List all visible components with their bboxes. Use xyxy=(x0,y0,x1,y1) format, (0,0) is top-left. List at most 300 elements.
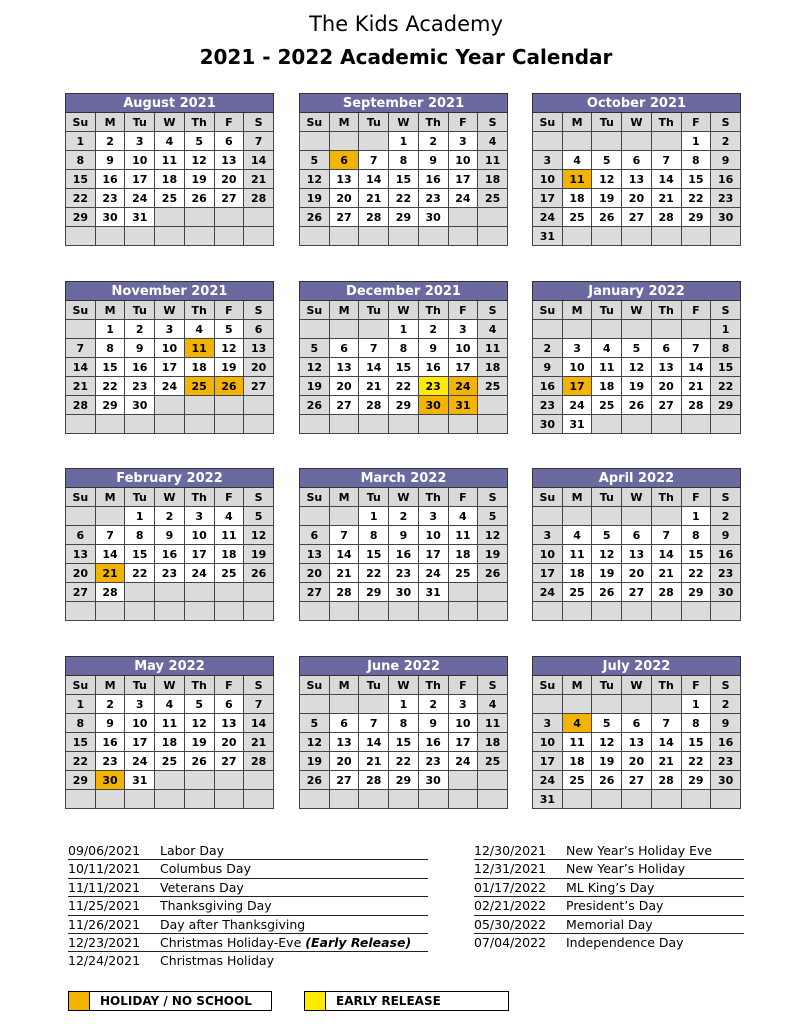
day-cell: 17 xyxy=(562,377,592,396)
day-cell: 25 xyxy=(155,189,185,208)
empty-day-cell xyxy=(244,583,274,602)
weekday-header: M xyxy=(329,301,359,320)
day-cell: 25 xyxy=(448,564,478,583)
weekday-header: F xyxy=(681,113,711,132)
weekday-header: W xyxy=(389,676,419,695)
day-cell: 10 xyxy=(184,526,214,545)
day-cell: 23 xyxy=(155,564,185,583)
weekday-header: Th xyxy=(184,301,214,320)
day-cell: 8 xyxy=(359,526,389,545)
weekday-header: S xyxy=(711,488,741,507)
event-row xyxy=(474,879,744,897)
day-cell: 15 xyxy=(66,733,96,752)
day-cell: 23 xyxy=(711,752,741,771)
event-row xyxy=(68,934,428,952)
empty-day-cell xyxy=(592,415,622,434)
day-cell: 16 xyxy=(418,170,448,189)
day-cell: 24 xyxy=(125,189,155,208)
day-cell: 22 xyxy=(681,752,711,771)
day-cell: 2 xyxy=(711,695,741,714)
day-cell: 21 xyxy=(66,377,96,396)
weekday-header: W xyxy=(389,301,419,320)
day-cell: 10 xyxy=(448,151,478,170)
day-cell: 20 xyxy=(66,564,96,583)
empty-day-cell xyxy=(300,415,330,434)
empty-day-cell xyxy=(651,415,681,434)
weekday-header: M xyxy=(95,676,125,695)
day-cell: 17 xyxy=(125,170,155,189)
weekday-header: F xyxy=(681,488,711,507)
empty-day-cell xyxy=(478,602,508,621)
day-cell: 16 xyxy=(711,733,741,752)
day-cell: 7 xyxy=(651,151,681,170)
day-cell: 7 xyxy=(359,714,389,733)
empty-day-cell xyxy=(562,320,592,339)
day-cell: 1 xyxy=(681,507,711,526)
empty-day-cell xyxy=(95,790,125,809)
day-cell: 30 xyxy=(418,208,448,227)
day-cell: 25 xyxy=(478,189,508,208)
empty-day-cell xyxy=(214,208,244,227)
event-row xyxy=(474,934,744,951)
weekday-header: S xyxy=(711,676,741,695)
day-cell: 2 xyxy=(533,339,563,358)
weekday-header: M xyxy=(562,113,592,132)
month-calendar xyxy=(299,468,508,621)
day-cell: 27 xyxy=(329,396,359,415)
day-cell: 26 xyxy=(300,208,330,227)
empty-day-cell xyxy=(244,396,274,415)
weekday-header: F xyxy=(448,676,478,695)
empty-day-cell xyxy=(329,415,359,434)
day-cell: 13 xyxy=(329,733,359,752)
day-cell: 11 xyxy=(592,358,622,377)
day-cell: 5 xyxy=(214,320,244,339)
day-cell: 13 xyxy=(214,151,244,170)
event-row xyxy=(474,860,744,878)
legend-early-label: EARLY RELEASE xyxy=(336,994,441,1008)
weekday-header: W xyxy=(622,488,652,507)
day-cell: 12 xyxy=(184,714,214,733)
weekday-header: S xyxy=(244,676,274,695)
day-cell: 29 xyxy=(681,583,711,602)
day-cell: 22 xyxy=(359,564,389,583)
day-cell: 7 xyxy=(359,339,389,358)
day-cell: 29 xyxy=(389,396,419,415)
day-cell: 30 xyxy=(711,208,741,227)
day-cell: 23 xyxy=(418,189,448,208)
day-cell: 31 xyxy=(448,396,478,415)
empty-day-cell xyxy=(359,320,389,339)
empty-day-cell xyxy=(244,771,274,790)
empty-day-cell xyxy=(359,602,389,621)
school-name: The Kids Academy xyxy=(309,12,503,36)
day-cell: 29 xyxy=(681,771,711,790)
day-cell: 14 xyxy=(244,151,274,170)
day-cell: 8 xyxy=(681,526,711,545)
empty-day-cell xyxy=(125,583,155,602)
day-cell: 30 xyxy=(389,583,419,602)
day-cell: 20 xyxy=(329,752,359,771)
day-cell: 24 xyxy=(448,377,478,396)
day-cell: 4 xyxy=(478,132,508,151)
day-cell: 28 xyxy=(95,583,125,602)
day-cell: 21 xyxy=(651,752,681,771)
weekday-header: M xyxy=(562,301,592,320)
day-cell: 10 xyxy=(448,714,478,733)
empty-day-cell xyxy=(389,602,419,621)
day-cell: 10 xyxy=(448,339,478,358)
event-date: 12/23/2021 xyxy=(68,934,141,950)
day-cell: 30 xyxy=(95,771,125,790)
day-cell: 24 xyxy=(533,208,563,227)
day-cell: 13 xyxy=(622,733,652,752)
empty-day-cell xyxy=(244,602,274,621)
day-cell: 12 xyxy=(300,170,330,189)
month-name: August 2021 xyxy=(66,94,274,113)
legend-holiday xyxy=(68,991,272,1011)
day-cell: 12 xyxy=(592,170,622,189)
day-cell: 8 xyxy=(66,714,96,733)
day-cell: 6 xyxy=(214,695,244,714)
empty-day-cell xyxy=(244,208,274,227)
empty-day-cell xyxy=(711,790,741,809)
empty-day-cell xyxy=(592,790,622,809)
day-cell: 18 xyxy=(155,733,185,752)
weekday-header: S xyxy=(478,301,508,320)
event-date: 01/17/2022 xyxy=(474,879,547,895)
event-name: New Year’s Holiday Eve xyxy=(566,843,713,858)
day-cell: 3 xyxy=(448,132,478,151)
day-cell: 26 xyxy=(300,771,330,790)
day-cell: 1 xyxy=(359,507,389,526)
event-row xyxy=(474,916,744,934)
day-cell: 22 xyxy=(66,189,96,208)
day-cell: 29 xyxy=(66,208,96,227)
day-cell: 14 xyxy=(359,733,389,752)
day-cell: 8 xyxy=(389,714,419,733)
day-cell: 14 xyxy=(681,358,711,377)
weekday-header: Tu xyxy=(125,488,155,507)
empty-day-cell xyxy=(681,602,711,621)
weekday-header: S xyxy=(478,113,508,132)
weekday-header: Su xyxy=(300,113,330,132)
day-cell: 24 xyxy=(533,583,563,602)
month-calendar xyxy=(299,656,508,809)
day-cell: 31 xyxy=(418,583,448,602)
day-cell: 27 xyxy=(329,208,359,227)
day-cell: 4 xyxy=(562,714,592,733)
empty-day-cell xyxy=(184,415,214,434)
month-name: July 2022 xyxy=(533,657,741,676)
day-cell: 20 xyxy=(214,733,244,752)
day-cell: 6 xyxy=(214,132,244,151)
day-cell: 25 xyxy=(562,208,592,227)
day-cell: 11 xyxy=(155,714,185,733)
event-date: 07/04/2022 xyxy=(474,934,547,950)
day-cell: 26 xyxy=(622,396,652,415)
day-cell: 11 xyxy=(478,339,508,358)
weekday-header: S xyxy=(478,488,508,507)
day-cell: 24 xyxy=(184,564,214,583)
day-cell: 28 xyxy=(651,771,681,790)
day-cell: 17 xyxy=(533,752,563,771)
event-date: 12/30/2021 xyxy=(474,843,547,858)
empty-day-cell xyxy=(418,227,448,246)
day-cell: 30 xyxy=(418,396,448,415)
weekday-header: F xyxy=(214,113,244,132)
day-cell: 27 xyxy=(214,752,244,771)
day-cell: 17 xyxy=(184,545,214,564)
event-date: 11/11/2021 xyxy=(68,879,141,895)
day-cell: 25 xyxy=(478,752,508,771)
day-cell: 8 xyxy=(95,339,125,358)
event-date: 11/26/2021 xyxy=(68,916,141,932)
day-cell: 18 xyxy=(562,752,592,771)
empty-day-cell xyxy=(478,790,508,809)
weekday-header: Th xyxy=(651,488,681,507)
empty-day-cell xyxy=(66,507,96,526)
empty-day-cell xyxy=(125,415,155,434)
day-cell: 26 xyxy=(214,377,244,396)
month-name: September 2021 xyxy=(300,94,508,113)
day-cell: 4 xyxy=(562,526,592,545)
weekday-header: F xyxy=(214,676,244,695)
weekday-header: W xyxy=(622,301,652,320)
day-cell: 3 xyxy=(155,320,185,339)
day-cell: 1 xyxy=(681,695,711,714)
day-cell: 26 xyxy=(592,583,622,602)
empty-day-cell xyxy=(329,227,359,246)
day-cell: 24 xyxy=(448,189,478,208)
month-calendar xyxy=(532,656,741,809)
day-cell: 21 xyxy=(244,170,274,189)
empty-day-cell xyxy=(66,227,96,246)
empty-day-cell xyxy=(329,790,359,809)
day-cell: 12 xyxy=(244,526,274,545)
day-cell: 8 xyxy=(66,151,96,170)
day-cell: 21 xyxy=(329,564,359,583)
event-row xyxy=(68,860,428,878)
empty-day-cell xyxy=(562,695,592,714)
day-cell: 11 xyxy=(448,526,478,545)
day-cell: 26 xyxy=(300,396,330,415)
day-cell: 13 xyxy=(622,170,652,189)
empty-day-cell xyxy=(592,320,622,339)
day-cell: 10 xyxy=(562,358,592,377)
empty-day-cell xyxy=(418,790,448,809)
weekday-header: Su xyxy=(533,488,563,507)
day-cell: 19 xyxy=(184,733,214,752)
day-cell: 9 xyxy=(418,151,448,170)
day-cell: 14 xyxy=(244,714,274,733)
weekday-header: Th xyxy=(651,113,681,132)
day-cell: 4 xyxy=(478,320,508,339)
weekday-header: Su xyxy=(66,488,96,507)
day-cell: 4 xyxy=(592,339,622,358)
day-cell: 20 xyxy=(214,170,244,189)
month-name: October 2021 xyxy=(533,94,741,113)
weekday-header: M xyxy=(329,488,359,507)
event-row xyxy=(68,916,428,934)
event-name: Day after Thanksgiving xyxy=(160,916,306,932)
day-cell: 22 xyxy=(125,564,155,583)
day-cell: 16 xyxy=(95,733,125,752)
empty-day-cell xyxy=(214,790,244,809)
day-cell: 16 xyxy=(711,170,741,189)
day-cell: 14 xyxy=(651,545,681,564)
day-cell: 2 xyxy=(711,507,741,526)
weekday-header: Th xyxy=(184,113,214,132)
day-cell: 13 xyxy=(622,545,652,564)
empty-day-cell xyxy=(533,320,563,339)
weekday-header: Su xyxy=(533,113,563,132)
weekday-header: F xyxy=(448,113,478,132)
empty-day-cell xyxy=(478,208,508,227)
weekday-header: Su xyxy=(66,113,96,132)
day-cell: 11 xyxy=(478,151,508,170)
day-cell: 18 xyxy=(448,545,478,564)
weekday-header: Tu xyxy=(125,113,155,132)
day-cell: 31 xyxy=(533,790,563,809)
day-cell: 27 xyxy=(622,771,652,790)
day-cell: 29 xyxy=(389,771,419,790)
day-cell: 3 xyxy=(418,507,448,526)
day-cell: 3 xyxy=(448,320,478,339)
month-calendar xyxy=(65,468,274,621)
weekday-header: Tu xyxy=(359,488,389,507)
day-cell: 27 xyxy=(329,771,359,790)
empty-day-cell xyxy=(214,583,244,602)
empty-day-cell xyxy=(184,208,214,227)
event-row xyxy=(68,879,428,897)
day-cell: 17 xyxy=(533,189,563,208)
month-calendar xyxy=(299,93,508,246)
empty-day-cell xyxy=(562,227,592,246)
day-cell: 27 xyxy=(622,208,652,227)
day-cell: 8 xyxy=(711,339,741,358)
day-cell: 9 xyxy=(711,714,741,733)
day-cell: 10 xyxy=(533,545,563,564)
event-date: 05/30/2022 xyxy=(474,916,547,932)
weekday-header: Su xyxy=(66,301,96,320)
day-cell: 18 xyxy=(478,358,508,377)
day-cell: 23 xyxy=(125,377,155,396)
day-cell: 1 xyxy=(66,695,96,714)
day-cell: 14 xyxy=(651,733,681,752)
empty-day-cell xyxy=(66,790,96,809)
page-title: 2021 - 2022 Academic Year Calendar xyxy=(199,45,613,69)
day-cell: 29 xyxy=(359,583,389,602)
empty-day-cell xyxy=(478,771,508,790)
weekday-header: F xyxy=(681,676,711,695)
weekday-header: Th xyxy=(651,301,681,320)
day-cell: 14 xyxy=(95,545,125,564)
weekday-header: S xyxy=(711,113,741,132)
day-cell: 15 xyxy=(389,358,419,377)
day-cell: 26 xyxy=(184,189,214,208)
empty-day-cell xyxy=(533,602,563,621)
empty-day-cell xyxy=(389,227,419,246)
empty-day-cell xyxy=(592,695,622,714)
day-cell: 3 xyxy=(184,507,214,526)
empty-day-cell xyxy=(300,132,330,151)
day-cell: 1 xyxy=(681,132,711,151)
weekday-header: M xyxy=(562,488,592,507)
day-cell: 9 xyxy=(711,526,741,545)
day-cell: 15 xyxy=(389,733,419,752)
weekday-header: Tu xyxy=(125,676,155,695)
day-cell: 8 xyxy=(681,151,711,170)
day-cell: 11 xyxy=(214,526,244,545)
day-cell: 16 xyxy=(418,358,448,377)
day-cell: 17 xyxy=(448,170,478,189)
empty-day-cell xyxy=(184,227,214,246)
day-cell: 1 xyxy=(389,695,419,714)
day-cell: 13 xyxy=(329,358,359,377)
event-date: 12/31/2021 xyxy=(474,861,547,877)
day-cell: 15 xyxy=(125,545,155,564)
day-cell: 17 xyxy=(533,564,563,583)
empty-day-cell xyxy=(155,771,185,790)
day-cell: 8 xyxy=(681,714,711,733)
legend-holiday-label: HOLIDAY / NO SCHOOL xyxy=(100,994,252,1008)
day-cell: 28 xyxy=(359,771,389,790)
day-cell: 13 xyxy=(66,545,96,564)
day-cell: 22 xyxy=(711,377,741,396)
weekday-header: Th xyxy=(651,676,681,695)
weekday-header: Su xyxy=(300,488,330,507)
day-cell: 18 xyxy=(592,377,622,396)
empty-day-cell xyxy=(95,507,125,526)
weekday-header: Tu xyxy=(359,113,389,132)
day-cell: 9 xyxy=(389,526,419,545)
day-cell: 19 xyxy=(214,358,244,377)
day-cell: 7 xyxy=(651,714,681,733)
events-list-right xyxy=(474,842,744,951)
empty-day-cell xyxy=(155,415,185,434)
day-cell: 3 xyxy=(562,339,592,358)
day-cell: 24 xyxy=(533,771,563,790)
day-cell: 16 xyxy=(389,545,419,564)
weekday-header: Th xyxy=(418,676,448,695)
empty-day-cell xyxy=(448,227,478,246)
empty-day-cell xyxy=(448,415,478,434)
day-cell: 23 xyxy=(389,564,419,583)
day-cell: 19 xyxy=(592,564,622,583)
day-cell: 23 xyxy=(95,189,125,208)
day-cell: 18 xyxy=(478,170,508,189)
event-date: 10/11/2021 xyxy=(68,861,141,877)
day-cell: 30 xyxy=(711,771,741,790)
day-cell: 6 xyxy=(244,320,274,339)
day-cell: 13 xyxy=(244,339,274,358)
day-cell: 1 xyxy=(66,132,96,151)
day-cell: 10 xyxy=(155,339,185,358)
month-calendar xyxy=(532,468,741,621)
day-cell: 15 xyxy=(389,170,419,189)
weekday-header: Tu xyxy=(592,488,622,507)
day-cell: 17 xyxy=(418,545,448,564)
day-cell: 12 xyxy=(592,545,622,564)
holiday-swatch xyxy=(69,992,90,1010)
month-name: March 2022 xyxy=(300,469,508,488)
empty-day-cell xyxy=(592,602,622,621)
day-cell: 14 xyxy=(359,358,389,377)
empty-day-cell xyxy=(478,415,508,434)
empty-day-cell xyxy=(389,790,419,809)
weekday-header: W xyxy=(622,676,652,695)
